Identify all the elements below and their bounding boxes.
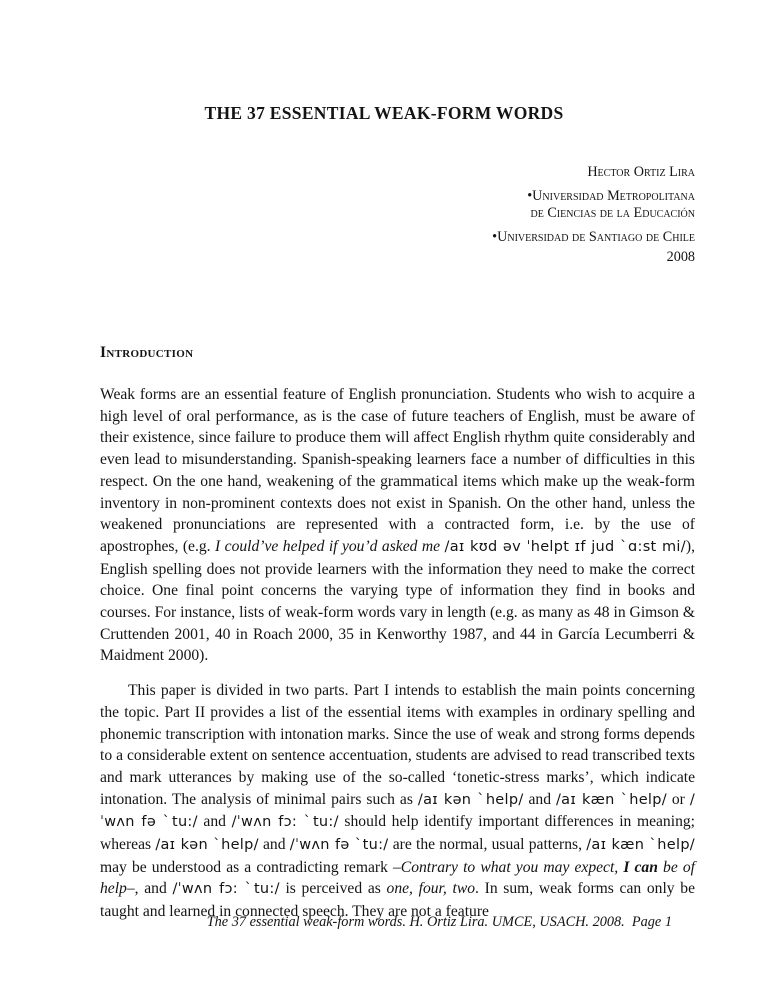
text-run: is perceived as bbox=[279, 880, 387, 898]
text-run: and bbox=[197, 813, 232, 831]
phonetic-transcription: /aɪ kæn ˋhelp/ bbox=[586, 837, 695, 854]
phonetic-transcription: /aɪ kæn ˋhelp/ bbox=[555, 791, 667, 808]
phonetic-transcription: /ˈwʌn fɔ: ˋtu:/ bbox=[172, 881, 280, 898]
section-heading-introduction: Introduction bbox=[100, 344, 194, 361]
text-run: ), English spelling does not provide learners with the information they need to make the correct choice. One final point concerns the varying type of information they find in books and courses. For instance, lists of weak-form words vary in length (e.g. as many as 48 in Gimson & Cruttenden 2001, 40 in Roach 2000, 35 in Kenworthy 1987, and 44 in García Lecumberri & Maidment 2000). bbox=[100, 537, 695, 665]
text-run: I can bbox=[623, 858, 658, 876]
text-run: be of help bbox=[100, 858, 695, 898]
phonetic-transcription: /ˈwʌn fə ˋtu:/ bbox=[289, 837, 389, 854]
body-text bbox=[100, 384, 695, 923]
text-run: may be understood as a contradicting remark – bbox=[100, 858, 401, 876]
affiliation-umce-line-2: de Ciencias de la Educación bbox=[530, 205, 695, 221]
text-run: Contrary to what you may expect, bbox=[400, 858, 624, 876]
phonetic-transcription: /aɪ kən ˋhelp/ bbox=[155, 837, 259, 854]
affiliation-umce-line-1: •Universidad Metropolitana bbox=[527, 188, 695, 204]
paragraph-1 bbox=[100, 384, 695, 667]
affiliation-usach: •Universidad de Santiago de Chile bbox=[492, 229, 695, 245]
text-run: and bbox=[523, 790, 556, 808]
author-name: Hector Ortiz Lira bbox=[587, 164, 695, 180]
phonetic-transcription: /ˈwʌn fɔ: ˋtu:/ bbox=[231, 814, 339, 831]
text-run: should help identify important differences in meaning; whereas bbox=[100, 813, 695, 854]
text-run: This paper is divided in two parts. Part I intends to establish the main points concerning the topic. Part II provides a list of the essential items with examples in ordinary spelling and phonemic transcription with intonation marks. Since the use of weak and strong forms depends to a considerable extent on sentence accentuation, students are advised to read transcribed texts and mark utterances by making use of the so-called ‘tonetic-stress marks’, which indicate intonation. The analysis of minimal pairs such as bbox=[100, 682, 695, 808]
phonetic-transcription: /aɪ kən ˋhelp/ bbox=[417, 791, 524, 808]
paragraph-2 bbox=[100, 680, 695, 923]
publication-year: 2008 bbox=[666, 249, 695, 265]
text-run: or bbox=[666, 790, 690, 808]
text-run: I could’ve helped if you’d asked me bbox=[215, 537, 441, 555]
text-run: one, four, two bbox=[386, 880, 476, 898]
page-footer: The 37 essential weak-form words. H. Ortiz Lira. UMCE, USACH. 2008. Page 1 bbox=[206, 914, 672, 930]
text-run: and bbox=[258, 836, 290, 854]
phonetic-transcription: /ˈwʌn fə ˋtu:/ bbox=[100, 791, 696, 831]
page-title: THE 37 ESSENTIAL WEAK-FORM WORDS bbox=[204, 103, 564, 123]
text-run: Weak forms are an essential feature of English pronunciation. Students who wish to acquire a high level of oral performance, as is the case of future teachers of English, must be aware of their existence, since failure to produce them will affect English rhythm quite considerably and even lead to misunderstanding. Spanish-speaking learners face a number of difficulties in this respect. On the one hand, weakening of the grammatical items which make up the weak-form inventory in non-prominent contexts does not exist in Spanish. On the other hand, unless the weakened pronunciations are represented with a contracted form, i.e. by the use of apostrophes, (e.g. bbox=[100, 386, 695, 555]
text-run: –, and bbox=[126, 880, 173, 898]
phonetic-transcription: /aɪ kʊd əv ˈhelpt ɪf jud ˋɑ:st mi/ bbox=[444, 538, 686, 555]
text-run: . In sum, weak forms can only be taught and learned in connected speech. They are not a feature bbox=[100, 880, 696, 921]
author-block bbox=[100, 164, 695, 265]
text-run: are the normal, usual patterns, bbox=[388, 836, 587, 854]
